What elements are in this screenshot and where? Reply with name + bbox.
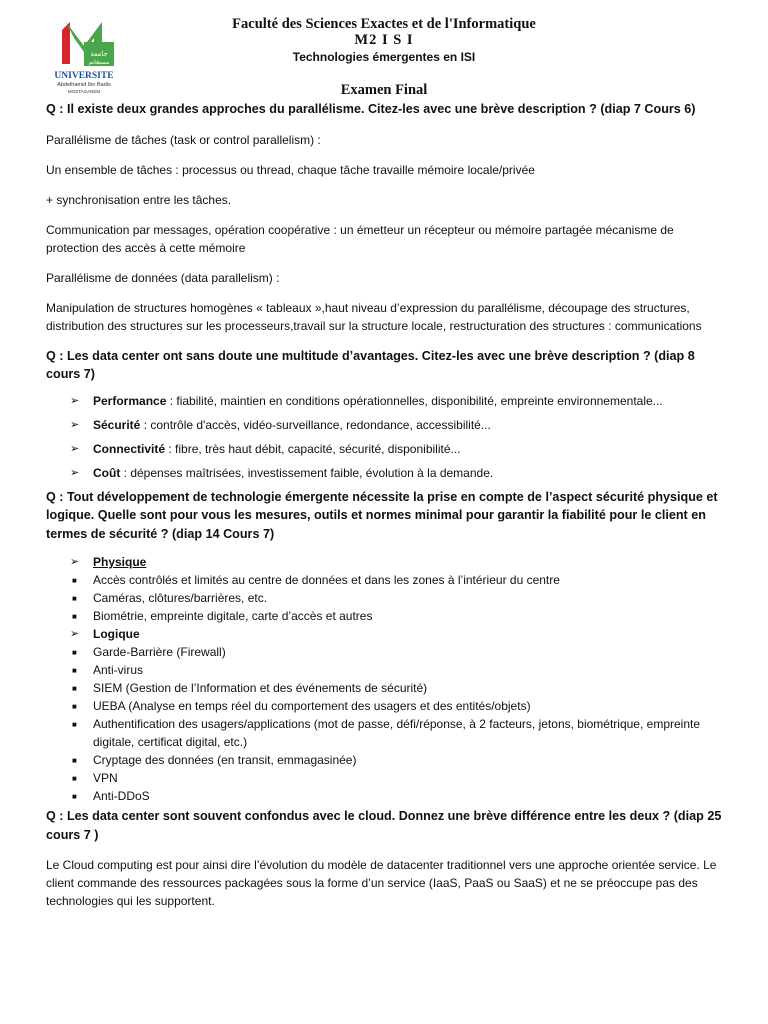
arrow-bullet-icon: ➢	[70, 394, 80, 407]
course-title: Technologies émergentes en ISI	[292, 50, 476, 64]
list-item: ➢ Performance : fiabilité, maintien en conditions opérationnelles, disponibilité, empreinte environnementale...	[70, 393, 663, 408]
answer-1-p5: Parallélisme de données (data parallelism) :	[46, 270, 280, 285]
square-bullet-icon: ■	[72, 648, 77, 657]
list-item: ■ Cryptage des données (en transit, emmagasinée)	[46, 751, 726, 769]
square-bullet-icon: ■	[72, 684, 77, 693]
square-bullet-icon: ■	[72, 792, 77, 801]
answer-1-p1: Parallélisme de tâches (task or control parallelism) :	[46, 132, 321, 147]
svg-text:مستغانم: مستغانم	[88, 59, 110, 66]
logo-city: MOSTAGANEM	[67, 89, 101, 94]
list-item: ➢ Coût : dépenses maîtrisées, investissement faible, évolution à la demande.	[70, 465, 494, 480]
exam-title: Examen Final	[340, 82, 428, 98]
list-item: ■ Authentification des usagers/applications (mot de passe, défi/réponse, à 2 facteurs, jetons, biométrique, empreinte digitale, certificat digital, etc.)	[72, 717, 701, 749]
question-1: Q : Il existe deux grandes approches du parallélisme. Citez-les avec une brève description ? (diap 7 Cours 6)	[46, 102, 696, 116]
logo-text: UNIVERSITE	[54, 71, 114, 81]
list-item: ■ Accès contrôlés et limités au centre de données et dans les zones à l’intérieur du centre	[46, 571, 726, 589]
square-bullet-icon: ■	[72, 666, 77, 675]
list-item: ■ UEBA (Analyse en temps réel du comportement des usagers et des entités/objets)	[46, 697, 726, 715]
square-bullet-icon: ■	[72, 702, 77, 711]
square-bullet-icon: ■	[72, 720, 77, 729]
answer-1-p4: Communication par messages, opération coopérative : un émetteur un récepteur ou mémoire partagée mécanisme de protection des accès à cette mémoire	[46, 222, 674, 255]
advantages-list	[46, 392, 726, 482]
list-heading-physique: ➢ Physique	[70, 555, 147, 569]
square-bullet-icon: ■	[72, 756, 77, 765]
answer-1-p2: Un ensemble de tâches : processus ou thread, chaque tâche travaille mémoire locale/privée	[46, 162, 535, 177]
arrow-bullet-icon: ➢	[70, 628, 80, 640]
square-bullet-icon: ■	[72, 774, 77, 783]
list-item: ➢ Connectivité : fibre, très haut débit, capacité, sécurité, disponibilité...	[70, 441, 461, 456]
arrow-bullet-icon: ➢	[70, 556, 80, 568]
program-title: M2 I S I	[354, 32, 414, 48]
answer-1-p3: + synchronisation entre les tâches.	[46, 192, 232, 207]
security-list	[46, 553, 726, 805]
arrow-bullet-icon: ➢	[70, 442, 80, 455]
list-item: ■ Garde-Barrière (Firewall)	[46, 643, 726, 661]
faculty-title: Faculté des Sciences Exactes et de l'Informatique	[232, 16, 536, 32]
logo-sub: Abdelhamid Ibn Badis	[57, 82, 111, 88]
square-bullet-icon: ■	[72, 594, 77, 603]
list-item: ■ Caméras, clôtures/barrières, etc.	[46, 589, 726, 607]
answer-1-p6: Manipulation de structures homogènes « tableaux »,haut niveau d’expression du parallélisme, découpage des structures, distribution des structures sur les processeurs,travail sur la structure locale, restructuration des structures : communications	[46, 300, 702, 333]
question-4: Q : Les data center sont souvent confondus avec le cloud. Donnez une brève différence entre les deux ? (diap 25 cours 7 )	[46, 809, 722, 842]
exam-content	[46, 100, 726, 910]
arrow-bullet-icon: ➢	[70, 418, 80, 431]
list-item: ■ VPN	[46, 769, 726, 787]
list-item: ■ SIEM (Gestion de l’Information et des événements de sécurité)	[46, 679, 726, 697]
square-bullet-icon: ■	[72, 576, 77, 585]
question-3: Q : Tout développement de technologie émergente nécessite la prise en compte de l’aspect sécurité physique et logique. Quelle sont pour vous les mesures, outils et normes minimal pour garantir la fiabilité pour le client en termes de sécurité ? (diap 14 Cours 7)	[46, 489, 718, 541]
list-heading-logique: ➢ Logique	[70, 627, 140, 641]
svg-text:جامعة: جامعة	[90, 50, 108, 58]
list-item: ■ Anti-DDoS	[46, 787, 726, 805]
question-2: Q : Les data center ont sans doute une multitude d’avantages. Citez-les avec une brève description ? (diap 8 cours 7)	[46, 348, 695, 381]
list-item: ➢ Sécurité : contrôle d'accès, vidéo-surveillance, redondance, accessibilité...	[70, 417, 491, 432]
square-bullet-icon: ■	[72, 612, 77, 621]
list-item: ■ Anti-virus	[46, 661, 726, 679]
list-item: ■ Biométrie, empreinte digitale, carte d’accès et autres	[46, 607, 726, 625]
answer-4: Le Cloud computing est pour ainsi dire l’évolution du modèle de datacenter traditionnel vers une approche orientée service. Le client commande des ressources packagées sous la forme d’un service (IaaS, PaaS ou SaaS) et ne se préoccupe pas des technologies qui les supportent.	[46, 858, 717, 908]
arrow-bullet-icon: ➢	[70, 466, 80, 479]
